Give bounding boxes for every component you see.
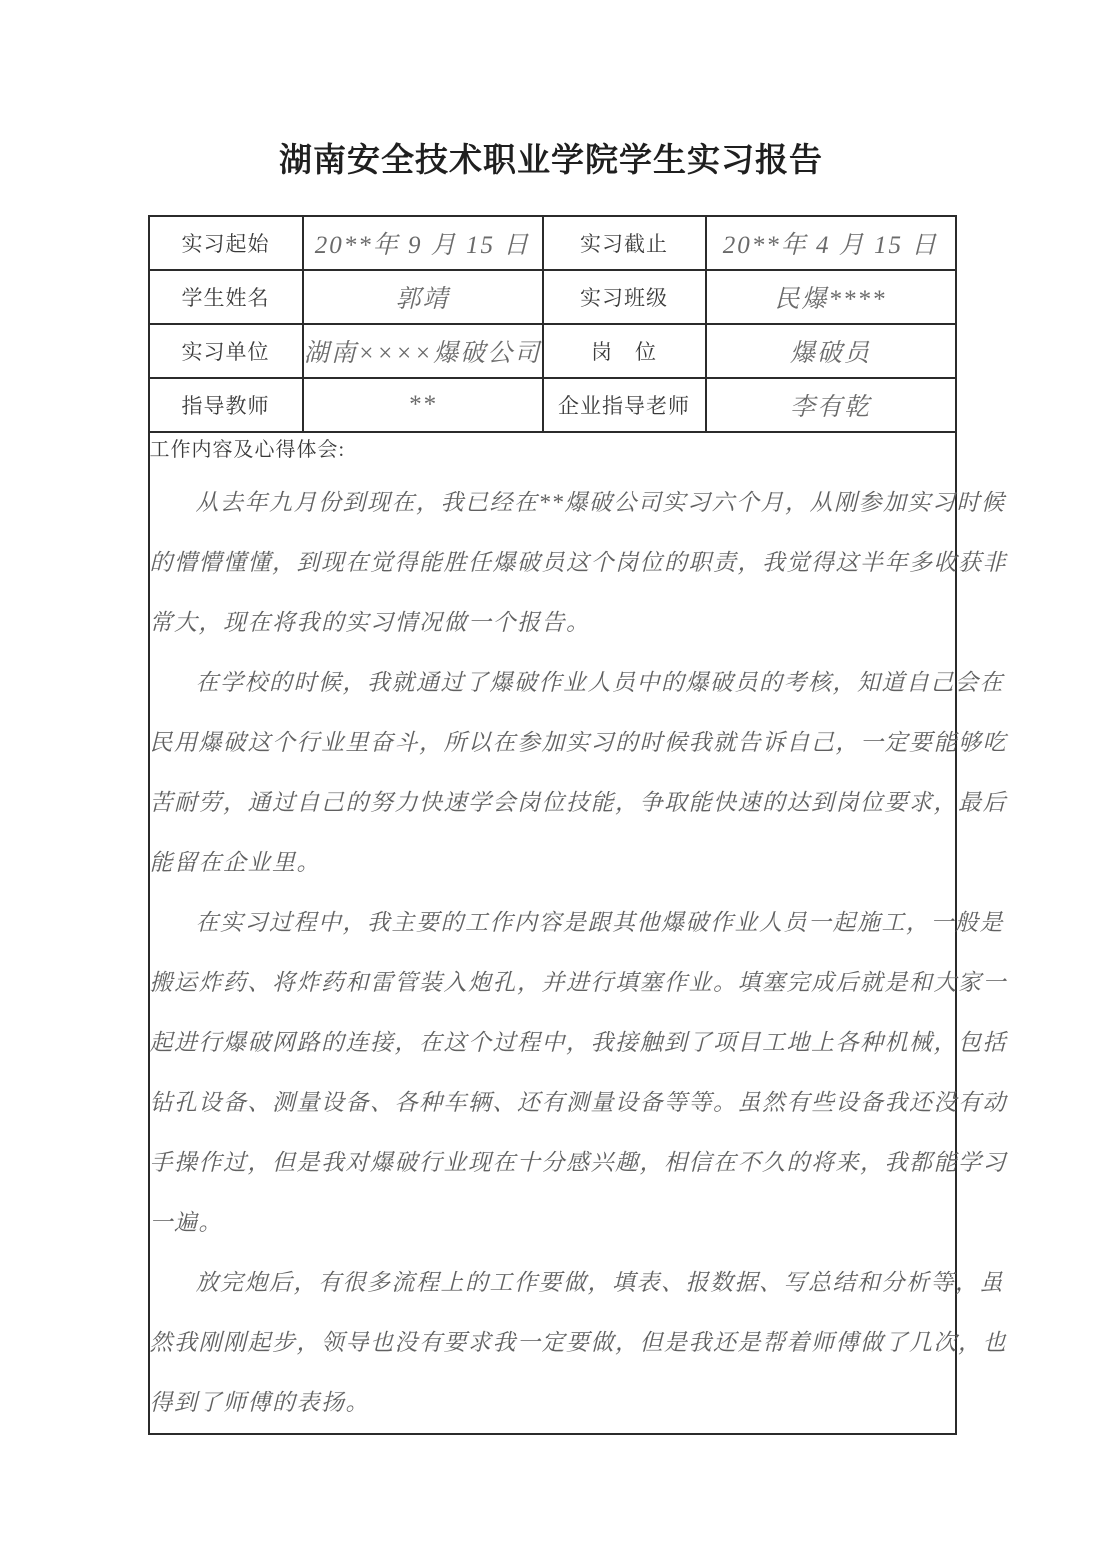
report-line: 在实习过程中，我主要的工作内容是跟其他爆破作业人员一起施工，一般是 <box>195 910 1004 935</box>
report-line: 起进行爆破网路的连接，在这个过程中，我接触到了项目工地上各种机械，包括 <box>149 1030 1007 1055</box>
value-school-advisor: ** <box>303 378 543 432</box>
table-row-advisors <box>149 378 956 432</box>
value-position: 爆破员 <box>706 324 956 378</box>
value-student-name: 郭靖 <box>303 270 543 324</box>
handwritten-report-body <box>149 473 1007 1433</box>
report-line: 搬运炸药、将炸药和雷管装入炮孔，并进行填塞作业。填塞完成后就是和大家一 <box>149 970 1007 995</box>
value-internship-class: 民爆**** <box>706 270 956 324</box>
table-row-dates <box>149 216 956 270</box>
label-school-advisor: 指导教师 <box>149 378 303 432</box>
report-line: 从去年九月份到现在，我已经在**爆破公司实习六个月，从刚参加实习时候 <box>195 490 1006 515</box>
table-row-student <box>149 270 956 324</box>
document-page <box>148 0 1007 1435</box>
internship-info-table <box>148 215 1007 1435</box>
label-student-name: 学生姓名 <box>149 270 303 324</box>
value-internship-unit: 湖南××××爆破公司 <box>303 324 543 378</box>
report-line: 在学校的时候，我就通过了爆破作业人员中的爆破员的考核，知道自己会在 <box>195 670 1004 695</box>
value-internship-end: 20**年 4 月 15 日 <box>706 216 956 270</box>
label-internship-start: 实习起始 <box>149 216 303 270</box>
page-title: 湖南安全技术职业学院学生实习报告 <box>279 143 823 179</box>
label-enterprise-advisor: 企业指导老师 <box>543 378 706 432</box>
report-line: 的懵懵懂懂，到现在觉得能胜任爆破员这个岗位的职责，我觉得这半年多收获非 <box>149 550 1007 575</box>
report-line: 放完炮后，有很多流程上的工作要做，填表、报数据、写总结和分析等，虽 <box>195 1270 1004 1295</box>
label-position: 岗 位 <box>543 324 706 378</box>
report-line: 一遍。 <box>149 1210 223 1235</box>
work-content-cell <box>149 432 1007 1434</box>
report-line: 苦耐劳，通过自己的努力快速学会岗位技能，争取能快速的达到岗位要求，最后 <box>149 790 1007 815</box>
content-heading: 工作内容及心得体会: <box>149 439 346 461</box>
value-internship-start: 20**年 9 月 15 日 <box>303 216 543 270</box>
report-line: 民用爆破这个行业里奋斗，所以在参加实习的时候我就告诉自己，一定要能够吃 <box>149 730 1007 755</box>
table-row-unit <box>149 324 956 378</box>
label-internship-end: 实习截止 <box>543 216 706 270</box>
label-internship-class: 实习班级 <box>543 270 706 324</box>
report-line: 手操作过，但是我对爆破行业现在十分感兴趣，相信在不久的将来，我都能学习 <box>149 1150 1007 1175</box>
report-line: 能留在企业里。 <box>149 850 321 875</box>
report-line: 然我刚刚起步，领导也没有要求我一定要做，但是我还是帮着师傅做了几次，也 <box>149 1330 1007 1355</box>
label-internship-unit: 实习单位 <box>149 324 303 378</box>
report-line: 钻孔设备、测量设备、各种车辆、还有测量设备等等。虽然有些设备我还没有动 <box>149 1090 1007 1115</box>
report-line: 得到了师傅的表扬。 <box>149 1390 370 1415</box>
report-line: 常大，现在将我的实习情况做一个报告。 <box>149 610 591 635</box>
table-row-content <box>149 432 956 1434</box>
value-enterprise-advisor: 李有乾 <box>706 378 956 432</box>
